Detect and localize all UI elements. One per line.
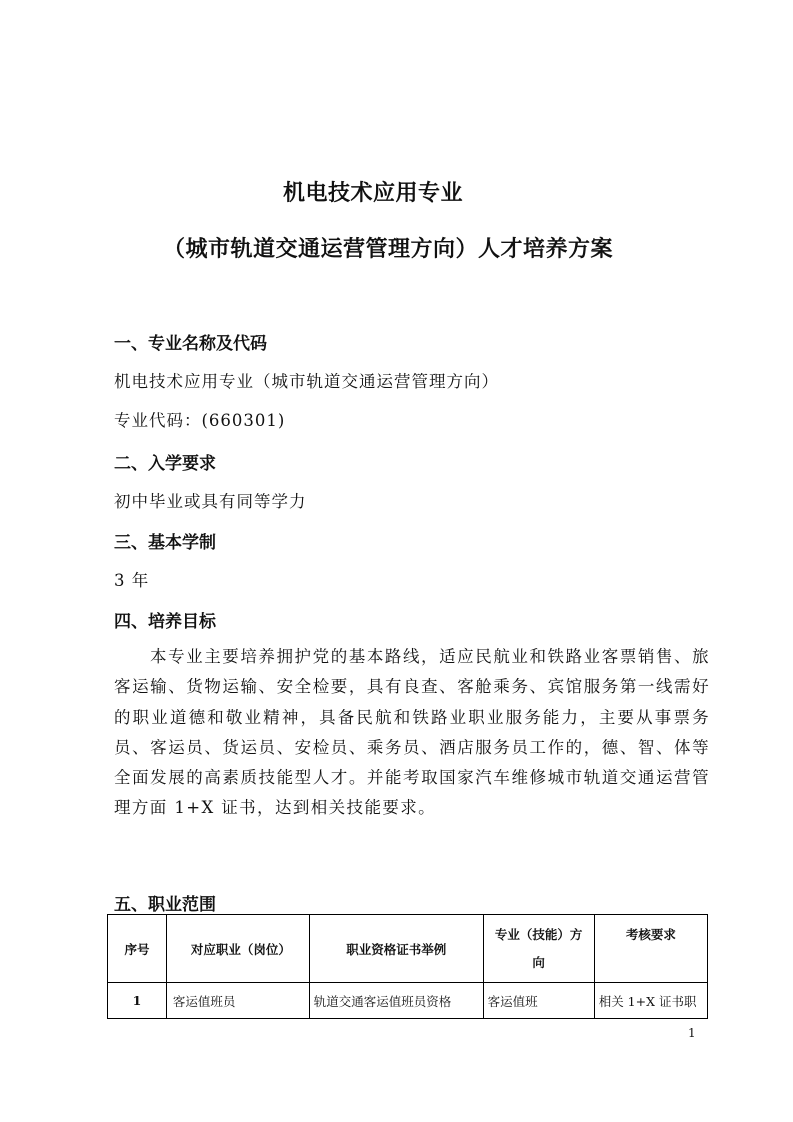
cell-certificate: 轨道交通客运值班员资格: [309, 983, 483, 1019]
header-index: 序号: [108, 915, 167, 983]
table-header-row: [108, 915, 708, 983]
heading-s5: 五、职业范围: [114, 895, 216, 915]
major-code: 专业代码：(660301): [114, 411, 286, 430]
table-row: [108, 983, 708, 1019]
header-direction: [483, 915, 594, 983]
cell-occupation: 客运值班员: [166, 983, 309, 1019]
cell-assessment: 相关 1+X 证书职: [594, 983, 707, 1019]
major-name: 机电技术应用专业（城市轨道交通运营管理方向）: [114, 372, 499, 391]
title-line-1: 机电技术应用专业: [283, 181, 464, 206]
heading-s2: 二、入学要求: [114, 454, 216, 474]
title-line-2: （城市轨道交通运营管理方向）人才培养方案: [163, 237, 614, 262]
duration-text: 3 年: [114, 571, 150, 590]
header-assessment: 考核要求: [594, 915, 707, 983]
header-certificate: 职业资格证书举例: [309, 915, 483, 983]
heading-s4: 四、培养目标: [114, 612, 216, 632]
page-number: 1: [688, 1026, 696, 1040]
heading-s3: 三、基本学制: [114, 533, 216, 553]
training-goal-paragraph: 本专业主要培养拥护党的基本路线，适应民航业和铁路业客票销售、旅客运输、货物运输、安全检要，具有良查、客舱乘务、宾馆服务第一线需好的职业道德和敬业精神，具备民航和铁路业职业服务能力，主要从事票务员、客运员、货运员、安检员、乘务员、酒店服务员工作的，德、智、体等全面发展的高素质技能型人才。并能考取国家汽车维修城市轨道交通运营管理方面 1+X 证书，达到相关技能要求。: [114, 647, 710, 818]
header-direction-line1: 专业（技能）方: [494, 926, 583, 942]
career-scope-table: [107, 914, 708, 1019]
cell-index: 1: [108, 983, 167, 1019]
header-direction-line2: 向: [532, 954, 545, 970]
cell-direction: 客运值班: [483, 983, 594, 1019]
header-occupation: 对应职业（岗位）: [166, 915, 309, 983]
admission-text: 初中毕业或具有同等学力: [114, 492, 307, 511]
heading-s1: 一、专业名称及代码: [114, 334, 267, 354]
